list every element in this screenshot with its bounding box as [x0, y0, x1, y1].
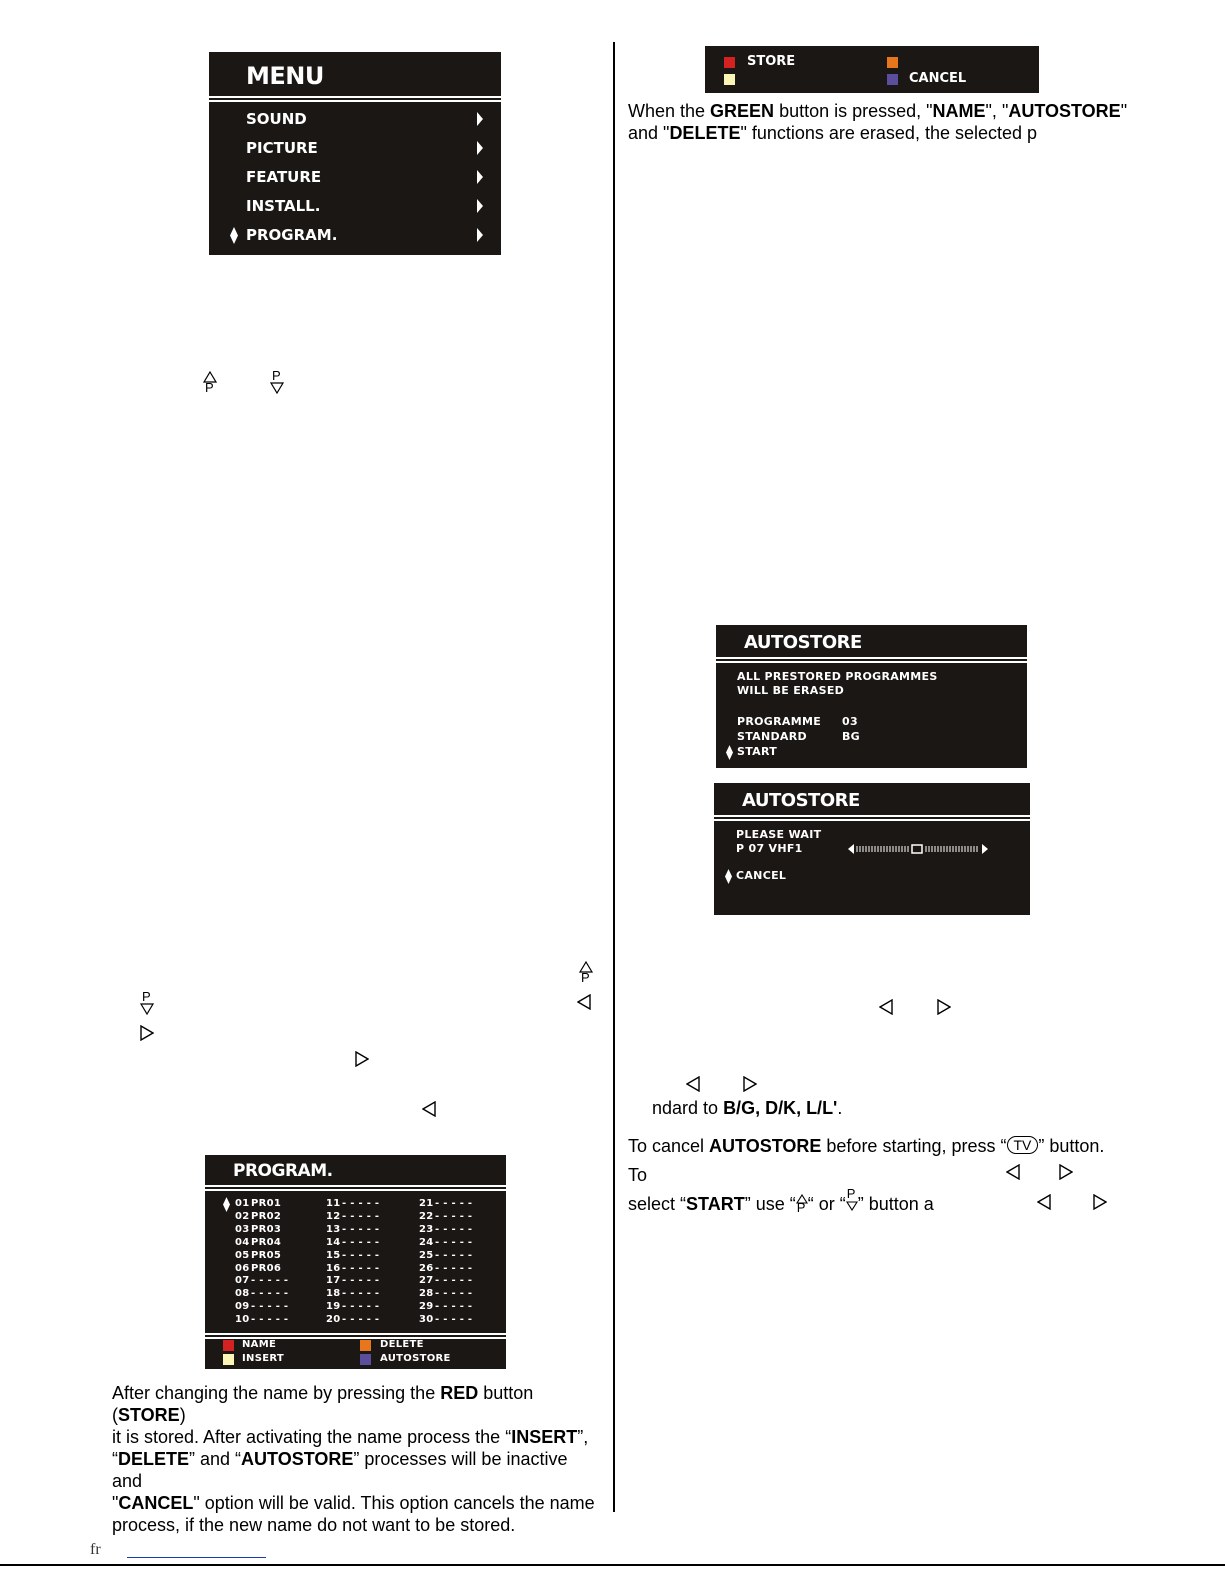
name-process-paragraph: After changing the name by pressing the RED button (STORE) it is stored. After activating the name process the “INSERT”, “DELETE” and “AUTOSTORE” processes will be inactive and "CANCEL" option will be valid. This option cancels the name process, if the new name do not want to be stored. [112, 1383, 595, 1535]
program-slot-name[interactable]: PR03 [251, 1223, 282, 1235]
left-arrow-icon [577, 994, 591, 1010]
menu-osd [209, 52, 501, 255]
program-slot-number: 10 [235, 1314, 250, 1326]
program-slot-name[interactable]: - - - - - [435, 1249, 473, 1261]
program-slot-number: 09 [235, 1301, 250, 1313]
p-up-key-icon: P [578, 960, 594, 986]
program-slot-name[interactable]: - - - - - [435, 1223, 473, 1235]
please-wait-label: PLEASE WAIT [736, 828, 822, 841]
program-slot-number: 19 [326, 1301, 341, 1313]
menu-item-install[interactable]: INSTALL. [246, 197, 321, 215]
program-title: PROGRAM. [233, 1161, 333, 1181]
column-divider [613, 42, 615, 1512]
cancel-option[interactable]: CANCEL [736, 869, 787, 882]
right-arrow-icon [355, 1051, 369, 1067]
program-rule-1 [205, 1185, 506, 1187]
menu-item-sound[interactable]: SOUND [246, 110, 307, 128]
selection-pointer-icon [725, 869, 732, 884]
autostore-progress-osd [714, 783, 1030, 915]
menu-title: MENU [246, 62, 324, 90]
tv-button-icon: TV [1007, 1136, 1039, 1154]
program-slot-number: 13 [326, 1223, 341, 1235]
program-slot-number: 05 [235, 1249, 250, 1261]
right-arrow-icon [1093, 1194, 1107, 1210]
selection-pointer-icon [223, 1197, 230, 1212]
footer-language: fr [90, 1541, 101, 1558]
cancel-autostore-paragraph: To cancel AUTOSTORE before starting, press “ TV ” button. To select “START” use “ P “ or “ P ” button a [628, 1136, 1105, 1215]
menu-arrow-right-icon [476, 199, 484, 213]
selection-pointer-icon [230, 227, 238, 244]
program-slot-name[interactable]: - - - - - [342, 1210, 380, 1222]
program-slot-name[interactable]: - - - - - [435, 1236, 473, 1248]
program-slot-name[interactable]: - - - - - [435, 1301, 473, 1313]
p-down-key-icon: P [139, 991, 155, 1017]
autostore-erase-msg-2: WILL BE ERASED [737, 684, 845, 697]
menu-item-feature[interactable]: FEATURE [246, 168, 322, 186]
program-slot-number: 16 [326, 1262, 341, 1274]
program-slot-number: 06 [235, 1262, 250, 1274]
program-slot-name[interactable]: - - - - - [435, 1262, 473, 1274]
p-up-key-icon: P [202, 370, 218, 396]
program-rule-2 [205, 1189, 506, 1191]
left-arrow-icon [1037, 1194, 1051, 1210]
program-slot-name[interactable]: - - - - - [435, 1275, 473, 1287]
right-arrow-icon [743, 1076, 757, 1092]
program-slot-number: 17 [326, 1275, 341, 1287]
program-slot-number: 28 [419, 1288, 434, 1300]
channel-label: P 07 VHF1 [736, 842, 803, 855]
program-slot-number: 12 [326, 1210, 341, 1222]
menu-arrow-right-icon [476, 170, 484, 184]
program-slot-number: 25 [419, 1249, 434, 1261]
footer-link-underline [127, 1557, 266, 1558]
program-osd [205, 1155, 506, 1369]
store-cancel-osd [705, 46, 1039, 93]
program-slot-name[interactable]: PR04 [251, 1236, 282, 1248]
legend-delete: DELETE [380, 1339, 424, 1350]
green-button-paragraph: When the GREEN button is pressed, "NAME", "AUTOSTORE" and "DELETE" functions are erased, the selected p [628, 101, 1128, 143]
program-slot-name[interactable]: - - - - - [435, 1198, 473, 1209]
program-slot-number: 29 [419, 1301, 434, 1313]
program-rule-3 [205, 1333, 506, 1335]
program-slot-name[interactable]: - - - - - [435, 1314, 473, 1326]
standard-paragraph: ndard to B/G, D/K, L/L'. [652, 1098, 843, 1118]
program-slot-number: 18 [326, 1288, 341, 1300]
program-slot-name[interactable]: - - - - - [251, 1314, 289, 1326]
program-slot-name[interactable]: - - - - - [342, 1249, 380, 1261]
start-option[interactable]: START [737, 745, 778, 758]
program-slot-name[interactable]: - - - - - [342, 1275, 380, 1287]
orange-key-icon [887, 57, 898, 68]
program-slot-number: 08 [235, 1288, 250, 1300]
autostore-rule-2 [714, 819, 1030, 821]
program-slot-name[interactable]: - - - - - [251, 1301, 289, 1313]
autostore-start-osd [716, 625, 1027, 768]
legend-autostore: AUTOSTORE [380, 1353, 451, 1364]
program-slot-name[interactable]: - - - - - [435, 1288, 473, 1300]
program-slot-number: 14 [326, 1236, 341, 1248]
menu-rule-2 [209, 100, 501, 102]
program-slot-name[interactable]: - - - - - [251, 1288, 289, 1300]
red-key-icon [724, 57, 735, 68]
store-label: STORE [747, 54, 796, 69]
program-slot-number: 21 [419, 1198, 434, 1209]
program-slot-name[interactable]: PR01 [251, 1198, 282, 1209]
program-slot-name[interactable]: - - - - - [342, 1301, 380, 1313]
autostore-title: AUTOSTORE [744, 632, 862, 653]
program-slot-number: 26 [419, 1262, 434, 1274]
left-arrow-icon [1006, 1164, 1020, 1180]
menu-arrow-right-icon [476, 112, 484, 126]
program-slot-name[interactable]: PR02 [251, 1210, 282, 1222]
programme-label: PROGRAMME [737, 715, 822, 728]
cancel-label: CANCEL [909, 71, 967, 86]
right-arrow-icon [1059, 1164, 1073, 1180]
orange-key-icon [360, 1340, 371, 1351]
yellow-key-icon [223, 1354, 234, 1365]
standard-label: STANDARD [737, 730, 807, 743]
program-slot-number: 03 [235, 1223, 250, 1235]
program-slot-name[interactable]: - - - - - [342, 1262, 380, 1274]
menu-item-picture[interactable]: PICTURE [246, 139, 318, 157]
program-slot-name[interactable]: PR05 [251, 1249, 282, 1261]
program-slot-name[interactable]: - - - - - [342, 1288, 380, 1300]
program-slot-number: 27 [419, 1275, 434, 1287]
program-slot-name[interactable]: - - - - - [435, 1210, 473, 1222]
program-slot-name[interactable]: - - - - - [342, 1223, 380, 1235]
autostore-erase-msg-1: ALL PRESTORED PROGRAMMES [737, 670, 938, 683]
left-arrow-icon [879, 999, 893, 1015]
blue-key-icon [887, 74, 898, 85]
program-slot-number: 15 [326, 1249, 341, 1261]
program-slot-number: 20 [326, 1314, 341, 1326]
tuning-progress-bar [848, 843, 988, 855]
p-down-key-icon: P [846, 1192, 858, 1214]
programme-value[interactable]: 03 [842, 715, 858, 728]
p-up-key-icon: P [796, 1194, 808, 1216]
autostore-title: AUTOSTORE [742, 790, 860, 811]
menu-item-program[interactable]: PROGRAM. [246, 226, 338, 244]
legend-name: NAME [242, 1339, 277, 1350]
autostore-rule-1 [714, 815, 1030, 817]
blue-key-icon [360, 1354, 371, 1365]
red-key-icon [223, 1340, 234, 1351]
program-slot-name[interactable]: - - - - - [342, 1198, 380, 1209]
left-arrow-icon [686, 1076, 700, 1092]
program-slot-name[interactable]: - - - - - [342, 1236, 380, 1248]
legend-insert: INSERT [242, 1353, 284, 1364]
program-slot-number: 30 [419, 1314, 434, 1326]
selection-pointer-icon [726, 745, 733, 760]
footer-rule [0, 1564, 1225, 1566]
program-slot-number: 01 [235, 1198, 250, 1209]
program-slot-number: 23 [419, 1223, 434, 1235]
program-slot-number: 04 [235, 1236, 250, 1248]
yellow-key-icon [724, 74, 735, 85]
left-arrow-icon [422, 1101, 436, 1117]
program-slot-number: 07 [235, 1275, 250, 1287]
program-slot-name[interactable]: - - - - - [251, 1275, 289, 1287]
menu-rule-1 [209, 96, 501, 98]
program-slot-name[interactable]: PR06 [251, 1262, 282, 1274]
program-slot-number: 11 [326, 1198, 341, 1209]
p-down-key-icon: P [269, 370, 285, 396]
menu-arrow-right-icon [476, 141, 484, 155]
autostore-rule-2 [716, 661, 1027, 663]
autostore-rule-1 [716, 657, 1027, 659]
program-slot-number: 22 [419, 1210, 434, 1222]
right-arrow-icon [140, 1025, 154, 1041]
menu-arrow-right-icon [476, 228, 484, 242]
right-arrow-icon [937, 999, 951, 1015]
program-slot-name[interactable]: - - - - - [342, 1314, 380, 1326]
program-slot-number: 24 [419, 1236, 434, 1248]
standard-value[interactable]: BG [842, 730, 861, 743]
program-slot-number: 02 [235, 1210, 250, 1222]
